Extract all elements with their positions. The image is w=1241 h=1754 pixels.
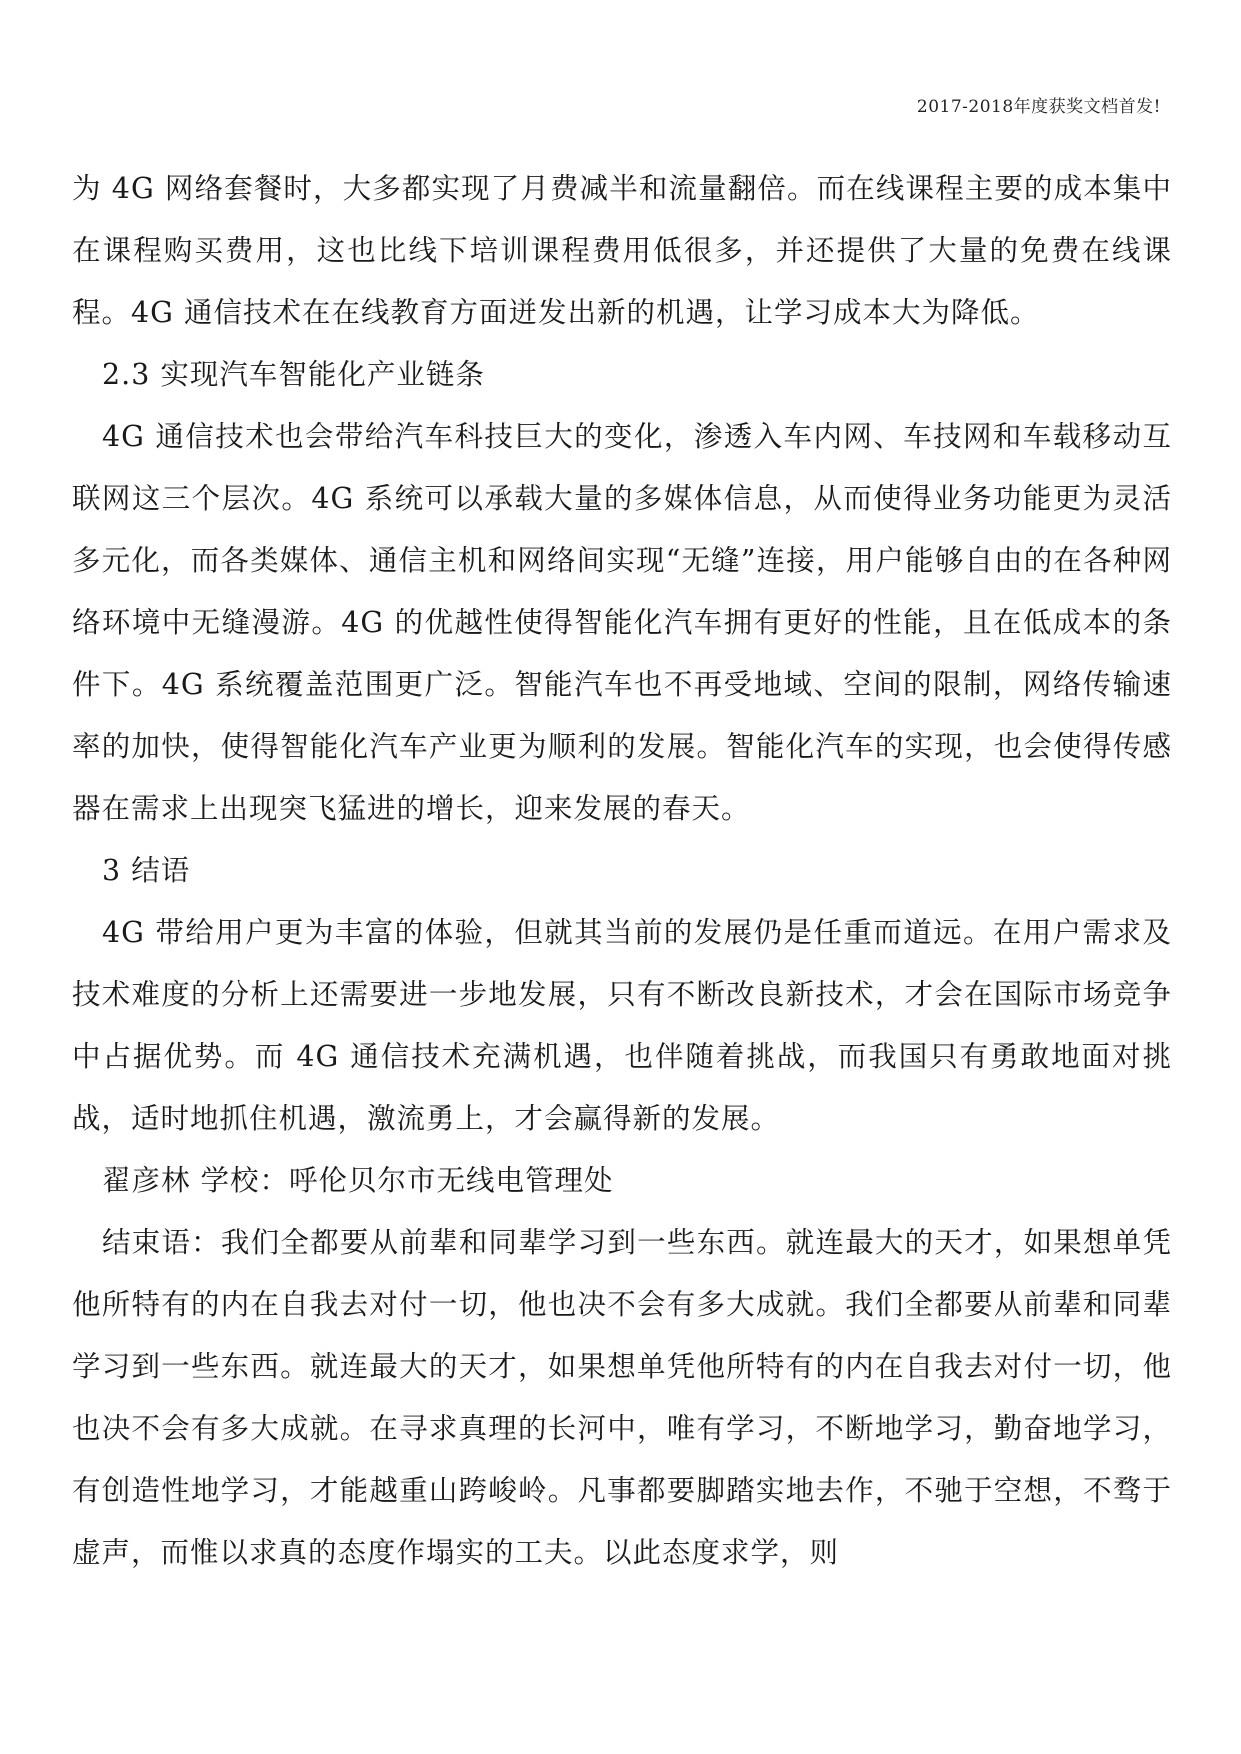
paragraph-conclusion: 4G 带给用户更为丰富的体验，但就其当前的发展仍是任重而道远。在用户需求及技术难度的分析上还需要进一步地发展，只有不断改良新技术，才会在国际市场竞争中占据优势。而 4G 通信技术充满机遇，也伴随着挑战，而我国只有勇敢地面对挑战，适时地抓住机遇，激流勇上，才会赢得新的发展。 xyxy=(72,916,1172,1135)
closing-paragraph: 结束语：我们全都要从前辈和同辈学习到一些东西。就连最大的天才，如果想单凭他所特有的内在自我去对付一切，他也决不会有多大成就。我们全都要从前辈和同辈学习到一些东西。就连最大的天才，如果想单凭他所特有的内在自我去对付一切，他也决不会有多大成就。在寻求真理的长河中，唯有学习，不断地学习，勤奋地学习，有创造性地学习，才能越重山跨峻岭。凡事都要脚踏实地去作，不驰于空想，不骛于虚声，而惟以求真的态度作塌实的工夫。以此态度求学，则 xyxy=(72,1226,1172,1569)
author-line: 翟彦林 学校：呼伦贝尔市无线电管理处 xyxy=(102,1164,614,1197)
header-note: 2017-2018年度获奖文档首发! xyxy=(916,97,1161,117)
document-body xyxy=(72,158,1172,1584)
paragraph-automotive: 4G 通信技术也会带给汽车科技巨大的变化，渗透入车内网、车技网和车载移动互联网这三个层次。4G 系统可以承载大量的多媒体信息，从而使得业务功能更为灵活多元化，而各类媒体、通信主机和网络间实现“无缝”连接，用户能够自由的在各种网络环境中无缝漫游。4G 的优越性使得智能化汽车拥有更好的性能，且在低成本的条件下。4G 系统覆盖范围更广泛。智能汽车也不再受地域、空间的限制，网络传输速率的加快，使得智能化汽车产业更为顺利的发展。智能化汽车的实现，也会使得传感器在需求上出现突飞猛进的增长，迎来发展的春天。 xyxy=(72,420,1172,825)
section-heading-2-3: 2.3 实现汽车智能化产业链条 xyxy=(102,358,485,391)
paragraph-continued: 为 4G 网络套餐时，大多都实现了月费减半和流量翻倍。而在线课程主要的成本集中在课程购买费用，这也比线下培训课程费用低很多，并还提供了大量的免费在线课程。4G 通信技术在在线教育方面迸发出新的机遇，让学习成本大为降低。 xyxy=(72,172,1172,329)
section-heading-conclusion: 3 结语 xyxy=(102,854,191,887)
